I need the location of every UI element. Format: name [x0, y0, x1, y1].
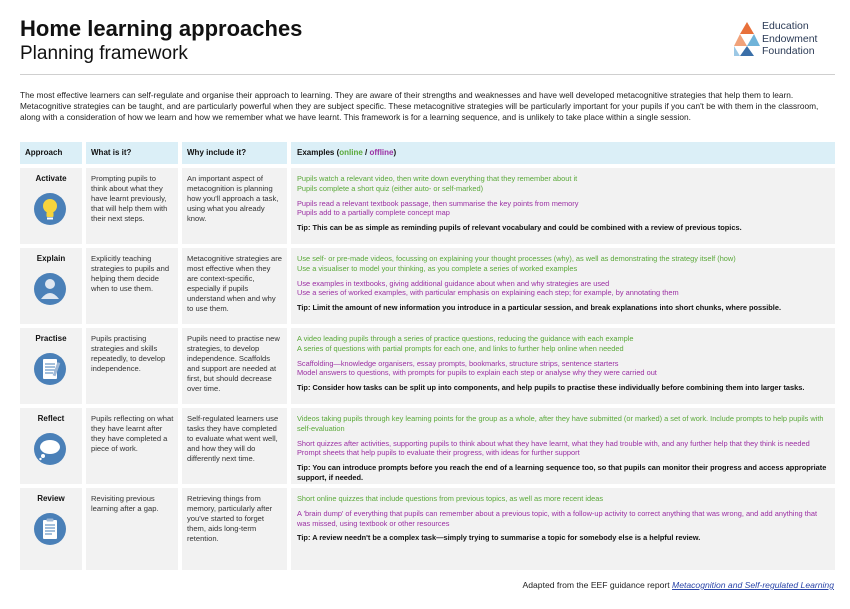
tip-text: Tip: This can be as simple as reminding pupils of relevant vocabulary and could be combined with a review of previous topics. [297, 223, 742, 233]
why-cell [182, 248, 287, 324]
online-example: A series of questions with partial prompts for each one, and links to further help online when needed [297, 343, 624, 353]
online-example: Use a visualiser to model your thinking, as you complete a series of worked examples [297, 263, 578, 273]
logo-line-1: Education [762, 20, 809, 32]
table-row [20, 248, 835, 324]
examples-cell [291, 248, 835, 324]
why-cell [182, 488, 287, 570]
why-text: An important aspect of metacognition is planning how you'll approach a task, using what you already know. [187, 174, 279, 223]
offline-example: Model answers to questions, with prompts for pupils to explain each step or analyse why they were carried out [297, 368, 657, 378]
eef-triangle-icon [734, 22, 760, 56]
logo-line-2: Endowment [762, 32, 818, 45]
what-cell [86, 328, 178, 404]
tip-text: Tip: Limit the amount of new information you introduce in a particular session, and break explanations into short chunks, where possible. [297, 303, 782, 313]
offline-example: A 'brain dump' of everything that pupils can remember about a previous topic, with a follow-up activity to correct anything that was wrong, and add anything that was missed, using textbook or other resources [297, 508, 818, 528]
why-text: Pupils need to practise new strategies, to develop independence. Scaffolds and support are needed at first, but should decrease over time. [187, 334, 280, 393]
header-approach-cell [20, 142, 82, 164]
what-text: Pupils reflecting on what they have learnt after they have completed a piece of work. [91, 414, 174, 453]
why-cell [182, 328, 287, 404]
offline-example: Pupils read a relevant textbook passage, then summarise the key points from memory [297, 198, 579, 208]
what-text: Prompting pupils to think about what they have learnt previously, that will help them with their next steps. [91, 174, 168, 223]
table-row [20, 328, 835, 404]
offline-example: Pupils add to a partially complete concept map [297, 208, 450, 218]
header-why: Why include it? [187, 148, 247, 157]
header-approach: Approach [25, 148, 63, 157]
table-row [20, 168, 835, 244]
eef-logo [734, 20, 844, 60]
what-cell [86, 408, 178, 484]
footer-prefix: Adapted from the EEF guidance report [522, 580, 673, 590]
lightbulb-icon [33, 192, 67, 226]
header-offline-label: offline [369, 148, 394, 157]
offline-example: Use a series of worked examples, with particular emphasis on explaining each step; for example, by annotating them [297, 288, 679, 298]
header-examples-suffix: ) [393, 148, 397, 157]
online-example: Videos taking pupils through key learning points for the group as a whole, after they have submitted (or marked) a set of work. Include prompts to help pupils with self-evaluation [297, 414, 824, 433]
what-text: Explicitly teaching strategies to pupils and helping them decide when to use them. [91, 254, 170, 293]
approach-cell [20, 168, 82, 244]
online-example: Short online quizzes that include questions from previous topics, as well as more recent ideas [297, 494, 604, 503]
header-examples-cell [291, 142, 835, 164]
approach-name: Activate [35, 174, 67, 183]
offline-example: Short quizzes after activities, supporting pupils to think about what they have learnt, what they had trouble with, and any further help that they think is needed [297, 438, 810, 448]
what-text: Pupils practising strategies and skills repeatedly, to develop independence. [91, 334, 166, 373]
approach-name: Reflect [37, 414, 65, 423]
what-cell [86, 168, 178, 244]
offline-example: Prompt sheets that help pupils to evaluate their progress, with ideas for further support [297, 448, 580, 458]
header-what: What is it? [91, 148, 132, 157]
examples-cell [291, 168, 835, 244]
intro-paragraph: The most effective learners can self-regulate and organise their approach to learning. They are aware of their strengths and weaknesses and have well developed metacognitive strategies that help them to learn. Metacognitive strategies can be taught, and are particularly powerful when they are subject specific. These metacognitive strategies will be particularly important for your pupils if you can't be with them in the classroom, along with a consideration of how we learn and how we remember what we have learnt. This framework is for a learning sequence, and is unlikely to take place within a single session. [20, 90, 819, 122]
examples-list [297, 254, 829, 313]
person-icon [33, 272, 67, 306]
why-cell [182, 408, 287, 484]
header-slash: / [362, 148, 370, 157]
header-online-label: online [339, 148, 363, 157]
examples-cell [291, 488, 835, 570]
examples-list [297, 334, 829, 393]
examples-list [297, 414, 829, 483]
online-example: Pupils complete a short quiz (either auto- or self-marked) [297, 183, 484, 193]
tip-text: Tip: A review needn't be a complex task—simply trying to summarise a topic for somebody else is a helpful review. [297, 533, 701, 543]
approach-cell [20, 488, 82, 570]
logo-text [762, 20, 817, 58]
header-divider [20, 74, 835, 75]
header [20, 16, 302, 66]
why-text: Metacognitive strategies are most effective when they are context-specific, especially if pupils understand when and why to use them. [187, 254, 282, 313]
examples-cell [291, 408, 835, 484]
header-why-cell [182, 142, 287, 164]
footer-link[interactable]: Metacognition and Self-regulated Learning [672, 580, 834, 590]
what-text: Revisiting previous learning after a gap. [91, 494, 159, 513]
footer-attribution [523, 580, 835, 590]
page-title: Home learning approaches [20, 16, 303, 41]
what-cell [86, 488, 178, 570]
online-example: Pupils watch a relevant video, then write down everything that they remember about it [297, 174, 578, 183]
clipboard-icon [33, 512, 67, 546]
table-row [20, 408, 835, 484]
online-example: Use self- or pre-made videos, focussing on explaining your thought processes (why), as well as demonstrating the strategy itself (how) [297, 254, 736, 263]
approach-cell [20, 328, 82, 404]
header-examples [297, 148, 396, 157]
tip-text: Tip: You can introduce prompts before you reach the end of a learning sequence too, so that pupils can monitor their progress and access appropriate support, if needed. [297, 463, 827, 482]
why-text: Self-regulated learners use tasks they have completed to evaluate what went well, and how they will do differently next time. [187, 414, 279, 463]
approach-cell [20, 408, 82, 484]
what-cell [86, 248, 178, 324]
offline-example: Scaffolding—knowledge organisers, essay prompts, bookmarks, structure strips, sentence starters [297, 358, 619, 368]
why-text: Retrieving things from memory, particularly after you've started to forget them, aids long-term retention. [187, 494, 273, 543]
logo-line-3: Foundation [762, 45, 815, 57]
approach-name: Review [37, 494, 65, 503]
thought-bubble-icon [33, 432, 67, 466]
examples-list [297, 494, 829, 543]
header-what-cell [86, 142, 178, 164]
table-row [20, 488, 835, 570]
online-example: A video leading pupils through a series of practice questions, reducing the guidance with each example [297, 334, 634, 343]
why-cell [182, 168, 287, 244]
examples-cell [291, 328, 835, 404]
offline-example: Use examples in textbooks, giving additional guidance about when and why strategies are used [297, 278, 610, 288]
notepad-icon [33, 352, 67, 386]
tip-text: Tip: Consider how tasks can be split up into components, and help pupils to practise these individually before combining them into larger tasks. [297, 383, 805, 393]
approach-name: Practise [35, 334, 67, 343]
page-subtitle: Planning framework [20, 43, 188, 64]
header-examples-prefix: Examples ( [297, 148, 340, 157]
approach-cell [20, 248, 82, 324]
approach-name: Explain [36, 254, 66, 263]
examples-list [297, 174, 829, 233]
